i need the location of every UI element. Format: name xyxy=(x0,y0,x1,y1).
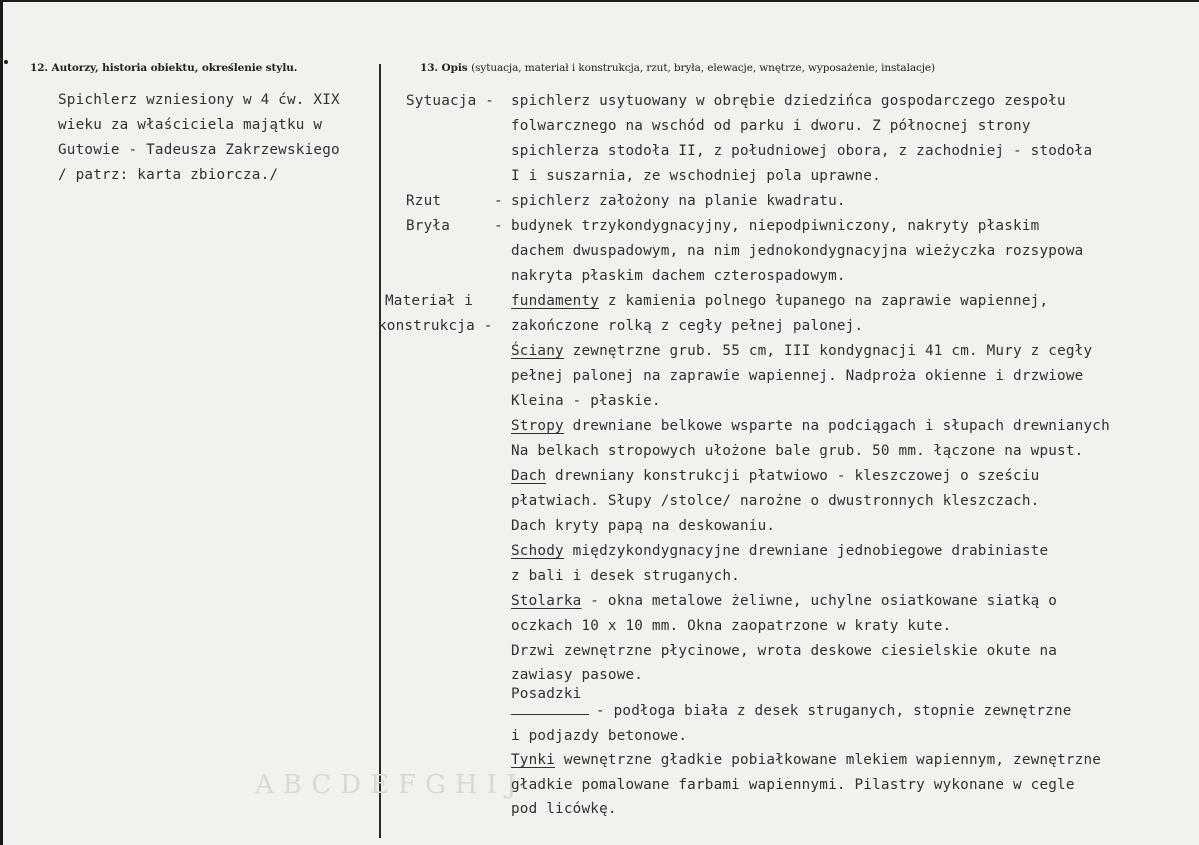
keyword-stropy: Stropy xyxy=(511,418,564,434)
desc-line-3: spichlerza stodoła II, z południowej obora, z zachodniej - stodoła xyxy=(511,143,1093,159)
desc-line-23: Drzwi zewnętrzne płycinowe, wrota deskowe ciesielskie okute na xyxy=(511,643,1058,659)
desc-line-16-text: drewniany konstrukcji płatwiowo - kleszczowej o sześciu xyxy=(546,468,1040,484)
desc-line-28-text: wewnętrzne gładkie pobiałkowane mlekiem wapiennym, zewnętrzne xyxy=(555,752,1102,768)
desc-line-26: - podłoga biała z desek struganych, stopnie zewnętrzne xyxy=(596,703,1072,719)
section-13-number: 13. xyxy=(420,62,438,74)
desc-line-27: i podjazdy betonowe. xyxy=(511,728,688,744)
desc-line-11 xyxy=(511,343,1092,359)
desc-line-24: zawiasy pasowe. xyxy=(511,667,644,683)
desc-line-9 xyxy=(511,293,1048,309)
label-material: Materiał i xyxy=(385,293,474,309)
desc-line-22: oczkach 10 x 10 mm. Okna zaopatrzone w kraty kute. xyxy=(511,618,952,634)
faint-watermark-letters: ABCDEFGHIJ xyxy=(255,770,526,800)
desc-line-14 xyxy=(511,418,1110,434)
keyword-fundamenty: fundamenty xyxy=(511,293,600,309)
section-13-detail: (sytuacja, materiał i konstrukcja, rzut, bryła, elewacje, wnętrze, wyposażenie, instalacje) xyxy=(471,62,936,74)
posadzki-underline xyxy=(511,714,589,715)
section-13-header xyxy=(420,62,935,74)
keyword-schody: Schody xyxy=(511,543,564,559)
section-13-title: Opis xyxy=(441,62,468,74)
section-12-header xyxy=(30,62,297,74)
desc-line-18: Dach kryty papą na deskowaniu. xyxy=(511,518,776,534)
desc-line-10: zakończone rolką z cegły pełnej palonej. xyxy=(511,318,864,334)
desc-line-8: nakryta płaskim dachem czterospadowym. xyxy=(511,268,846,284)
desc-line-7: dachem dwuspadowym, na nim jednokondygnacyjna wieżyczka rozsypowa xyxy=(511,243,1084,259)
section-12-title: Autorzy, historia obiektu, określenie stylu. xyxy=(51,62,298,74)
punch-mark xyxy=(4,60,8,64)
desc-line-14-text: drewniane belkowe wsparte na podciągach i słupach drewnianych xyxy=(563,418,1110,434)
desc-line-19 xyxy=(511,543,1048,559)
desc-line-1: spichlerz usytuowany w obrębie dziedzińca gospodarczego zespołu xyxy=(511,93,1066,109)
desc-line-16 xyxy=(511,468,1039,484)
keyword-sciany: Ściany xyxy=(511,343,564,359)
desc-line-4: I i suszarnia, ze wschodniej pola uprawne. xyxy=(511,168,881,184)
page-left-border xyxy=(0,0,3,845)
desc-line-20: z bali i desek struganych. xyxy=(511,568,740,584)
keyword-dach: Dach xyxy=(511,468,547,484)
desc-line-11-text: zewnętrzne grub. 55 cm, III kondygnacji 41 cm. Mury z cegły xyxy=(563,343,1093,359)
section-12-number: 12. xyxy=(30,62,48,74)
keyword-posadzki: Posadzki xyxy=(511,686,582,702)
label-rzut: Rzut xyxy=(406,193,442,209)
desc-line-5: spichlerz założony na planie kwadratu. xyxy=(511,193,846,209)
desc-line-6: budynek trzykondygnacyjny, niepodpiwniczony, nakryty płaskim xyxy=(511,218,1040,234)
desc-line-30: pod licówkę. xyxy=(511,801,617,817)
desc-line-9-text: z kamienia polnego łupanego na zaprawie wapiennej, xyxy=(599,293,1049,309)
label-bryla: Bryła xyxy=(406,218,451,234)
desc-line-12: pełnej palonej na zaprawie wapiennej. Nadproża okienne i drzwiowe xyxy=(511,368,1084,384)
desc-line-15: Na belkach stropowych ułożone bale grub. 50 mm. łączone na wpust. xyxy=(511,443,1084,459)
label-bryla-dash: - xyxy=(494,218,503,234)
history-line-1: Spichlerz wzniesiony w 4 ćw. XIX xyxy=(58,92,340,108)
column-divider xyxy=(379,64,381,838)
desc-line-21-text: - okna metalowe żeliwne, uchylne osiatkowane siatką o xyxy=(581,593,1058,609)
label-rzut-dash: - xyxy=(494,193,503,209)
desc-line-19-text: międzykondygnacyjne drewniane jednobiegowe drabiniaste xyxy=(563,543,1049,559)
desc-line-28 xyxy=(511,752,1101,768)
label-sytuacja: Sytuacja - xyxy=(406,93,495,109)
history-line-2: wieku za właściciela majątku w xyxy=(58,117,323,133)
history-line-4: / patrz: karta zbiorcza./ xyxy=(58,167,279,183)
desc-line-2: folwarcznego na wschód od parku i dworu. Z północnej strony xyxy=(511,118,1031,134)
desc-line-17: płatwiach. Słupy /stolce/ narożne o dwustronnych kleszczach. xyxy=(511,493,1040,509)
desc-line-13: Kleina - płaskie. xyxy=(511,393,661,409)
keyword-stolarka: Stolarka xyxy=(511,593,582,609)
desc-line-21 xyxy=(511,593,1057,609)
keyword-tynki: Tynki xyxy=(511,752,556,768)
desc-line-29: gładkie pomalowane farbami wapiennymi. Pilastry wykonane w cegle xyxy=(511,777,1075,793)
history-line-3: Gutowie - Tadeusza Zakrzewskiego xyxy=(58,142,340,158)
label-konstrukcja: konstrukcja - xyxy=(378,318,493,334)
page-top-border xyxy=(0,0,1199,2)
